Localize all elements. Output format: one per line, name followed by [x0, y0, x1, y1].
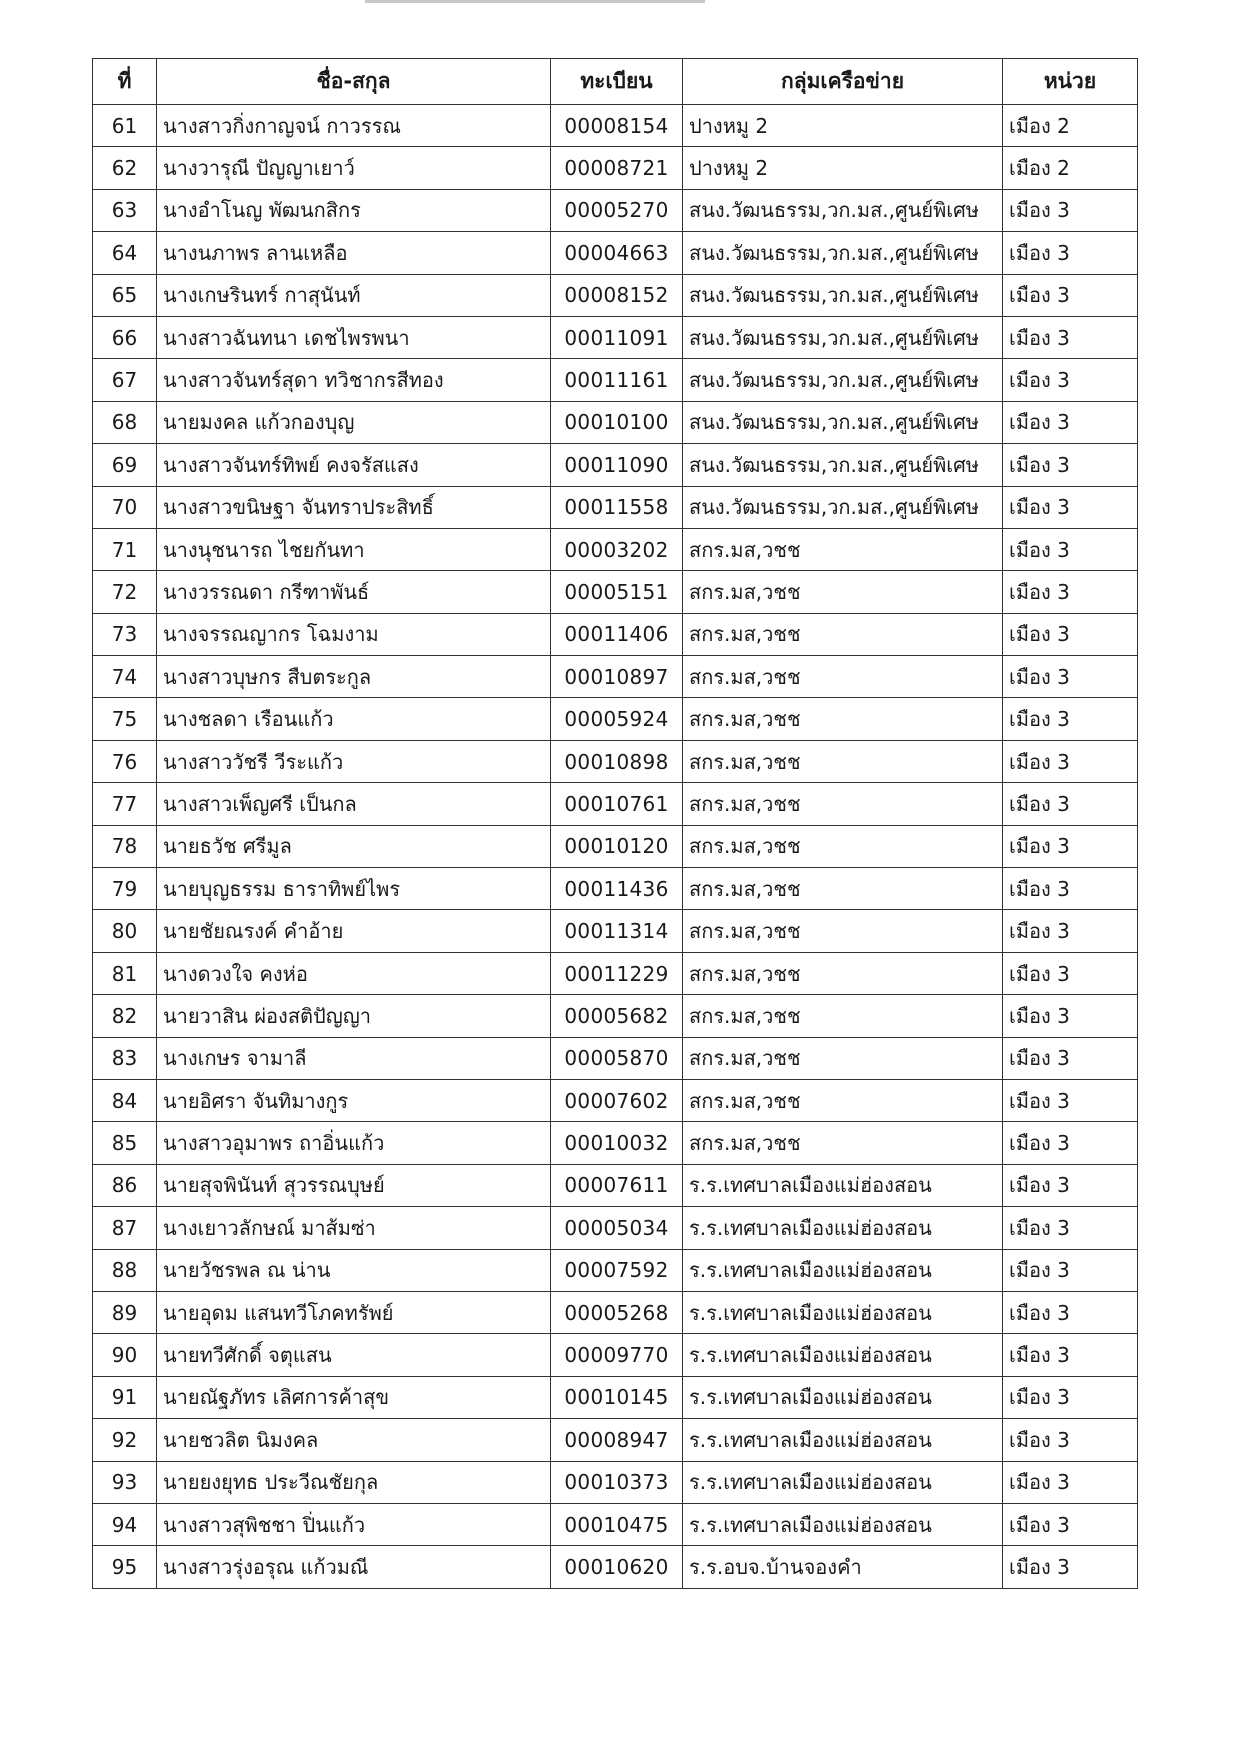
network-group: สกร.มส,วชช — [683, 1037, 1003, 1079]
network-group: สกร.มส,วชช — [683, 910, 1003, 952]
registration-number: 00010145 — [551, 1376, 683, 1418]
registration-number: 00007592 — [551, 1249, 683, 1291]
row-number: 81 — [93, 952, 157, 994]
registration-number: 00005924 — [551, 698, 683, 740]
registration-number: 00007602 — [551, 1079, 683, 1121]
registration-number: 00010373 — [551, 1461, 683, 1503]
member-name: นางสาวสุพิชชา ปิ่นแก้ว — [157, 1503, 551, 1545]
registration-number: 00011161 — [551, 359, 683, 401]
row-number: 61 — [93, 105, 157, 147]
row-number: 67 — [93, 359, 157, 401]
unit: เมือง 2 — [1003, 105, 1138, 147]
unit: เมือง 3 — [1003, 1546, 1138, 1588]
table-header-row — [93, 59, 1138, 105]
network-group: สกร.มส,วชช — [683, 783, 1003, 825]
unit: เมือง 3 — [1003, 1079, 1138, 1121]
row-number: 76 — [93, 740, 157, 782]
row-number: 78 — [93, 825, 157, 867]
row-number: 83 — [93, 1037, 157, 1079]
registration-number: 00003202 — [551, 528, 683, 570]
table-row — [93, 528, 1138, 570]
network-group: สนง.วัฒนธรรม,วก.มส.,ศูนย์พิเศษ — [683, 232, 1003, 274]
member-name: นางสาวรุ่งอรุณ แก้วมณี — [157, 1546, 551, 1588]
table-row — [93, 1503, 1138, 1545]
unit: เมือง 3 — [1003, 189, 1138, 231]
row-number: 93 — [93, 1461, 157, 1503]
header-no: ที่ — [93, 59, 157, 105]
row-number: 70 — [93, 486, 157, 528]
table-row — [93, 825, 1138, 867]
member-name: นางดวงใจ คงห่อ — [157, 952, 551, 994]
member-name: นางสาวกิ่งกาญจน์ กาวรรณ — [157, 105, 551, 147]
row-number: 71 — [93, 528, 157, 570]
member-name: นางชลดา เรือนแก้ว — [157, 698, 551, 740]
table-row — [93, 1207, 1138, 1249]
network-group: ร.ร.เทศบาลเมืองแม่ฮ่องสอน — [683, 1334, 1003, 1376]
network-group: ร.ร.อบจ.บ้านจองคำ — [683, 1546, 1003, 1588]
header-network-group: กลุ่มเครือข่าย — [683, 59, 1003, 105]
member-name: นายณัฐภัทร เลิศการค้าสุข — [157, 1376, 551, 1418]
network-group: สกร.มส,วชช — [683, 528, 1003, 570]
table-row — [93, 1376, 1138, 1418]
table-row — [93, 698, 1138, 740]
member-name: นายยงยุทธ ประวีณชัยกุล — [157, 1461, 551, 1503]
registration-number: 00008721 — [551, 147, 683, 189]
row-number: 62 — [93, 147, 157, 189]
network-group: ร.ร.เทศบาลเมืองแม่ฮ่องสอน — [683, 1207, 1003, 1249]
table-row — [93, 1334, 1138, 1376]
network-group: สกร.มส,วชช — [683, 1122, 1003, 1164]
unit: เมือง 3 — [1003, 698, 1138, 740]
registration-number: 00005682 — [551, 995, 683, 1037]
unit: เมือง 3 — [1003, 825, 1138, 867]
unit: เมือง 3 — [1003, 952, 1138, 994]
row-number: 85 — [93, 1122, 157, 1164]
member-name: นางสาวขนิษฐา จันทราประสิทธิ์ — [157, 486, 551, 528]
table-row — [93, 656, 1138, 698]
member-name: นายอิศรา จันทิมางกูร — [157, 1079, 551, 1121]
table-row — [93, 1164, 1138, 1206]
table-row — [93, 868, 1138, 910]
unit: เมือง 3 — [1003, 868, 1138, 910]
member-name: นางสาวฉันทนา เดชไพรพนา — [157, 316, 551, 358]
network-group: สกร.มส,วชช — [683, 698, 1003, 740]
table-row — [93, 316, 1138, 358]
network-group: สนง.วัฒนธรรม,วก.มส.,ศูนย์พิเศษ — [683, 359, 1003, 401]
table-row — [93, 1079, 1138, 1121]
unit: เมือง 3 — [1003, 740, 1138, 782]
table-row — [93, 952, 1138, 994]
row-number: 63 — [93, 189, 157, 231]
registration-number: 00011091 — [551, 316, 683, 358]
member-name: นายมงคล แก้วกองบุญ — [157, 401, 551, 443]
unit: เมือง 3 — [1003, 1207, 1138, 1249]
member-name: นายบุญธรรม ธาราทิพย์ไพร — [157, 868, 551, 910]
unit: เมือง 3 — [1003, 444, 1138, 486]
row-number: 84 — [93, 1079, 157, 1121]
unit: เมือง 3 — [1003, 656, 1138, 698]
table-row — [93, 444, 1138, 486]
network-group: สกร.มส,วชช — [683, 995, 1003, 1037]
unit: เมือง 3 — [1003, 232, 1138, 274]
member-name: นางเกษรินทร์ กาสุนันท์ — [157, 274, 551, 316]
member-name: นางสาวจันทร์ทิพย์ คงจรัสแสง — [157, 444, 551, 486]
registration-number: 00005870 — [551, 1037, 683, 1079]
member-name: นางวรรณดา กรีฑาพันธ์ — [157, 571, 551, 613]
header-registration: ทะเบียน — [551, 59, 683, 105]
table-row — [93, 147, 1138, 189]
row-number: 79 — [93, 868, 157, 910]
member-name: นายสุจพินันท์ สุวรรณบุษย์ — [157, 1164, 551, 1206]
unit: เมือง 3 — [1003, 1376, 1138, 1418]
member-name: นางเกษร จามาลี — [157, 1037, 551, 1079]
unit: เมือง 3 — [1003, 486, 1138, 528]
registration-number: 00005151 — [551, 571, 683, 613]
table-row — [93, 401, 1138, 443]
table-row — [93, 1291, 1138, 1333]
table-row — [93, 486, 1138, 528]
table-row — [93, 1419, 1138, 1461]
registration-number: 00010898 — [551, 740, 683, 782]
registration-number: 00008152 — [551, 274, 683, 316]
unit: เมือง 3 — [1003, 613, 1138, 655]
member-name: นายอุดม แสนทวีโภคทรัพย์ — [157, 1291, 551, 1333]
registration-number: 00009770 — [551, 1334, 683, 1376]
member-name: นางเยาวลักษณ์ มาส้มซ่า — [157, 1207, 551, 1249]
table-row — [93, 359, 1138, 401]
member-name: นายชัยณรงค์ คำอ้าย — [157, 910, 551, 952]
registration-number: 00010897 — [551, 656, 683, 698]
row-number: 69 — [93, 444, 157, 486]
member-name: นายวาสิน ผ่องสติปัญญา — [157, 995, 551, 1037]
unit: เมือง 3 — [1003, 274, 1138, 316]
scan-edge-mark — [365, 0, 705, 3]
network-group: สกร.มส,วชช — [683, 571, 1003, 613]
row-number: 87 — [93, 1207, 157, 1249]
unit: เมือง 3 — [1003, 316, 1138, 358]
row-number: 68 — [93, 401, 157, 443]
registration-number: 00011314 — [551, 910, 683, 952]
registration-number: 00011436 — [551, 868, 683, 910]
network-group: สกร.มส,วชช — [683, 868, 1003, 910]
member-name: นางนภาพร ลานเหลือ — [157, 232, 551, 274]
table-row — [93, 783, 1138, 825]
table-row — [93, 910, 1138, 952]
network-group: สกร.มส,วชช — [683, 952, 1003, 994]
table-row — [93, 613, 1138, 655]
row-number: 66 — [93, 316, 157, 358]
registration-number: 00005270 — [551, 189, 683, 231]
network-group: ร.ร.เทศบาลเมืองแม่ฮ่องสอน — [683, 1419, 1003, 1461]
member-name: นางอำโนญ พัฒนกสิกร — [157, 189, 551, 231]
row-number: 75 — [93, 698, 157, 740]
registration-number: 00010100 — [551, 401, 683, 443]
network-group: ร.ร.เทศบาลเมืองแม่ฮ่องสอน — [683, 1249, 1003, 1291]
table-row — [93, 571, 1138, 613]
unit: เมือง 3 — [1003, 401, 1138, 443]
unit: เมือง 3 — [1003, 571, 1138, 613]
registration-number: 00010475 — [551, 1503, 683, 1545]
row-number: 86 — [93, 1164, 157, 1206]
unit: เมือง 3 — [1003, 528, 1138, 570]
member-name: นางจรรณญากร โฉมงาม — [157, 613, 551, 655]
unit: เมือง 2 — [1003, 147, 1138, 189]
network-group: สกร.มส,วชช — [683, 1079, 1003, 1121]
member-name: นายวัชรพล ณ น่าน — [157, 1249, 551, 1291]
table-row — [93, 995, 1138, 1037]
header-unit: หน่วย — [1003, 59, 1138, 105]
table-body — [93, 105, 1138, 1589]
row-number: 89 — [93, 1291, 157, 1333]
row-number: 91 — [93, 1376, 157, 1418]
member-name: นางสาวเพ็ญศรี เป็นกล — [157, 783, 551, 825]
network-group: ร.ร.เทศบาลเมืองแม่ฮ่องสอน — [683, 1291, 1003, 1333]
registration-number: 00010120 — [551, 825, 683, 867]
unit: เมือง 3 — [1003, 1334, 1138, 1376]
row-number: 73 — [93, 613, 157, 655]
table-row — [93, 1037, 1138, 1079]
registration-number: 00004663 — [551, 232, 683, 274]
unit: เมือง 3 — [1003, 359, 1138, 401]
row-number: 65 — [93, 274, 157, 316]
registration-number: 00010620 — [551, 1546, 683, 1588]
network-group: สนง.วัฒนธรรม,วก.มส.,ศูนย์พิเศษ — [683, 189, 1003, 231]
network-group: สนง.วัฒนธรรม,วก.มส.,ศูนย์พิเศษ — [683, 486, 1003, 528]
row-number: 88 — [93, 1249, 157, 1291]
unit: เมือง 3 — [1003, 995, 1138, 1037]
network-group: สนง.วัฒนธรรม,วก.มส.,ศูนย์พิเศษ — [683, 444, 1003, 486]
network-group: ร.ร.เทศบาลเมืองแม่ฮ่องสอน — [683, 1164, 1003, 1206]
member-name: นางนุชนารถ ไชยกันทา — [157, 528, 551, 570]
registration-number: 00005034 — [551, 1207, 683, 1249]
member-name: นางสาวบุษกร สืบตระกูล — [157, 656, 551, 698]
table-row — [93, 189, 1138, 231]
network-group: ร.ร.เทศบาลเมืองแม่ฮ่องสอน — [683, 1461, 1003, 1503]
unit: เมือง 3 — [1003, 1122, 1138, 1164]
registration-number: 00011090 — [551, 444, 683, 486]
registration-number: 00005268 — [551, 1291, 683, 1333]
network-group: สกร.มส,วชช — [683, 825, 1003, 867]
unit: เมือง 3 — [1003, 1249, 1138, 1291]
registration-number: 00011229 — [551, 952, 683, 994]
row-number: 95 — [93, 1546, 157, 1588]
row-number: 77 — [93, 783, 157, 825]
network-group: ร.ร.เทศบาลเมืองแม่ฮ่องสอน — [683, 1376, 1003, 1418]
registration-number: 00008154 — [551, 105, 683, 147]
member-name: นายชวลิต นิมงคล — [157, 1419, 551, 1461]
row-number: 90 — [93, 1334, 157, 1376]
table-row — [93, 274, 1138, 316]
table-row — [93, 740, 1138, 782]
member-name: นางสาววัชรี วีระแก้ว — [157, 740, 551, 782]
network-group: ปางหมู 2 — [683, 147, 1003, 189]
registration-number: 00011406 — [551, 613, 683, 655]
unit: เมือง 3 — [1003, 1503, 1138, 1545]
unit: เมือง 3 — [1003, 1419, 1138, 1461]
network-group: สนง.วัฒนธรรม,วก.มส.,ศูนย์พิเศษ — [683, 316, 1003, 358]
table-row — [93, 1249, 1138, 1291]
table-row — [93, 1122, 1138, 1164]
row-number: 72 — [93, 571, 157, 613]
unit: เมือง 3 — [1003, 910, 1138, 952]
network-group: สกร.มส,วชช — [683, 656, 1003, 698]
member-name: นางสาวอุมาพร ถาอิ่นแก้ว — [157, 1122, 551, 1164]
network-group: สนง.วัฒนธรรม,วก.มส.,ศูนย์พิเศษ — [683, 274, 1003, 316]
table-row — [93, 105, 1138, 147]
row-number: 80 — [93, 910, 157, 952]
registration-number: 00007611 — [551, 1164, 683, 1206]
unit: เมือง 3 — [1003, 1037, 1138, 1079]
table-row — [93, 232, 1138, 274]
network-group: ปางหมู 2 — [683, 105, 1003, 147]
network-group: ร.ร.เทศบาลเมืองแม่ฮ่องสอน — [683, 1503, 1003, 1545]
row-number: 82 — [93, 995, 157, 1037]
network-group: สนง.วัฒนธรรม,วก.มส.,ศูนย์พิเศษ — [683, 401, 1003, 443]
unit: เมือง 3 — [1003, 1461, 1138, 1503]
table-row — [93, 1546, 1138, 1588]
member-name: นายทวีศักดิ์ จตุแสน — [157, 1334, 551, 1376]
network-group: สกร.มส,วชช — [683, 740, 1003, 782]
row-number: 94 — [93, 1503, 157, 1545]
registration-number: 00010761 — [551, 783, 683, 825]
row-number: 74 — [93, 656, 157, 698]
table-row — [93, 1461, 1138, 1503]
row-number: 92 — [93, 1419, 157, 1461]
unit: เมือง 3 — [1003, 1164, 1138, 1206]
network-group: สกร.มส,วชช — [683, 613, 1003, 655]
registration-number: 00011558 — [551, 486, 683, 528]
member-table — [92, 58, 1138, 1589]
registration-number: 00008947 — [551, 1419, 683, 1461]
member-name: นางวารุณี ปัญญาเยาว์ — [157, 147, 551, 189]
row-number: 64 — [93, 232, 157, 274]
member-name: นางสาวจันทร์สุดา ทวิชากรสีทอง — [157, 359, 551, 401]
unit: เมือง 3 — [1003, 1291, 1138, 1333]
header-name: ชื่อ-สกุล — [157, 59, 551, 105]
member-name: นายธวัช ศรีมูล — [157, 825, 551, 867]
registration-number: 00010032 — [551, 1122, 683, 1164]
unit: เมือง 3 — [1003, 783, 1138, 825]
